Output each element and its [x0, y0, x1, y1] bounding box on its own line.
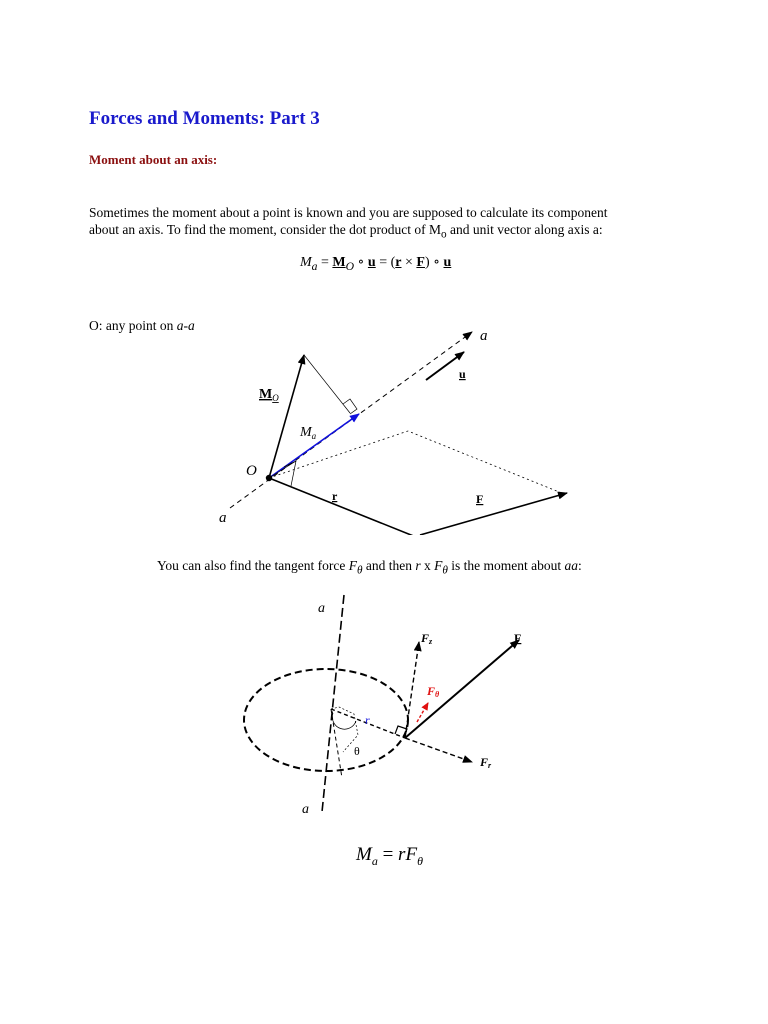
ma-label: $M_a$ — [300, 425, 317, 441]
text: and then — [362, 558, 416, 573]
f-label: F — [514, 631, 522, 645]
eq-symbol: u — [367, 255, 376, 270]
text: is the moment about — [447, 558, 565, 573]
eq-op: ∘ — [354, 255, 368, 270]
paragraph-line-1: Sometimes the moment about a point is known and you are supposed to calculate its component — [89, 205, 608, 220]
eq-op: = — [317, 255, 333, 270]
fr-arrow — [405, 738, 472, 762]
eq-sub: a — [311, 259, 318, 273]
tangent-force-diagram — [230, 590, 550, 830]
eq-symbol: M — [300, 255, 312, 270]
eq-symbol: r — [395, 255, 402, 270]
eq-symbol: M — [332, 255, 346, 270]
section-heading: Moment about an axis: — [89, 152, 218, 167]
theta-arc — [332, 713, 356, 729]
f-arrow — [405, 640, 519, 738]
ftheta-label: Fθ — [427, 684, 440, 699]
f-label: F — [476, 492, 484, 506]
subscript: θ — [356, 564, 363, 577]
eq-op: = ( — [375, 255, 396, 270]
theta-label: θ — [354, 744, 360, 758]
r-vector — [269, 478, 426, 535]
point-note — [89, 318, 195, 334]
eq-op: = — [377, 844, 399, 865]
subscript: θ — [442, 564, 448, 577]
axis-label-a: a — [480, 328, 488, 344]
subscript: o — [441, 228, 447, 241]
text: x — [420, 558, 435, 573]
symbol: aa — [564, 558, 579, 573]
paragraph-line-2 — [89, 221, 689, 244]
axis-label-a: a — [318, 601, 325, 616]
note-text: O: any point on — [89, 318, 177, 333]
axis-line — [322, 595, 344, 812]
r-label: r — [332, 489, 338, 503]
text: You can also find the tangent force — [157, 558, 349, 573]
symbol: F — [434, 558, 443, 573]
symbol: r — [415, 558, 421, 573]
moment-about-axis-diagram — [200, 320, 600, 535]
mo-vector-arrow — [269, 355, 304, 478]
eq-sub: θ — [417, 853, 423, 868]
eq-op: ) ∘ — [424, 255, 444, 270]
eq-op: × — [401, 255, 417, 270]
projection-line — [304, 355, 350, 413]
u-label: u — [459, 367, 466, 381]
f-vector-arrow — [420, 493, 567, 535]
origin-point — [266, 475, 272, 481]
eq-symbol: F — [405, 844, 418, 865]
eq-symbol: M — [356, 844, 372, 865]
r-label: r — [365, 713, 370, 727]
fr-label: Fr — [480, 755, 492, 770]
eq-symbol: u — [443, 255, 452, 270]
page-title: Forces and Moments: Part 3 — [89, 108, 320, 129]
origin-label: O — [246, 463, 257, 479]
fz-label: Fz — [421, 631, 433, 646]
tangent-force-sentence — [157, 558, 582, 577]
paragraph-text: and unit vector along axis a: — [446, 222, 603, 237]
eq-sub: O — [345, 259, 355, 273]
eq-sub: a — [371, 853, 378, 868]
rotation-circle — [244, 669, 408, 771]
paragraph-text: about an axis. To find the moment, consider the dot product of M — [89, 222, 441, 237]
moment-axis-equation — [300, 254, 451, 273]
axis-label-a: a — [219, 510, 227, 526]
axis-label-a: a — [302, 802, 309, 817]
ma-vector-arrow — [269, 414, 359, 478]
mo-label: $M_O$ — [259, 387, 279, 403]
note-axis: a-a — [176, 318, 195, 333]
symbol: F — [348, 558, 357, 573]
intro-paragraph — [89, 204, 689, 244]
text: : — [578, 558, 582, 573]
eq-symbol: F — [416, 255, 425, 270]
tangent-moment-equation — [356, 844, 423, 869]
eq-symbol: r — [398, 844, 406, 865]
